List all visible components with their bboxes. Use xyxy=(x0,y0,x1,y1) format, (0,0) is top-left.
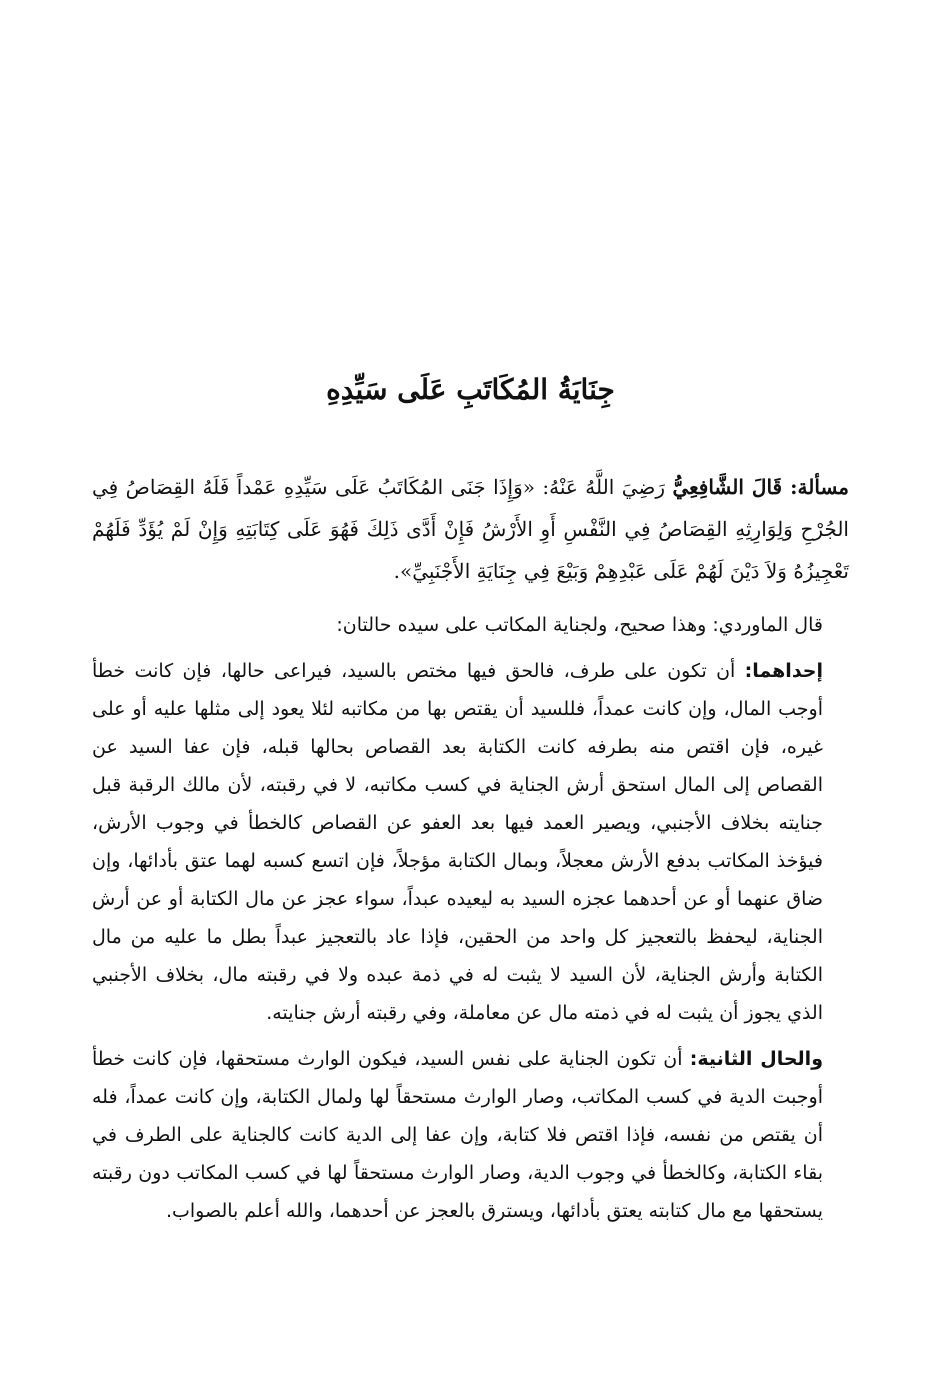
second-case-paragraph xyxy=(92,1040,849,1230)
chapter-title: جِنَايَةُ المُكَاتَبِ عَلَى سَيِّدِهِ xyxy=(326,373,615,406)
masala-honorific: رَضِيَ اللَّهُ عَنْهُ: xyxy=(535,475,673,499)
first-case-lead: إحداهما: xyxy=(744,660,823,682)
text-body xyxy=(92,466,849,1238)
second-case-text: أن تكون الجناية على نفس السيد، فيكون الوارث مستحقها، فإن كانت خطأ أوجبت الدية في كسب المكاتب، وصار الوارث مستحقاً لها ولمال الكتابة، وإن كانت عمداً، فله أن يقتص من نفسه، فإذا اقتص فلا كتابة، وإن عفا إلى الدية كانت كالجناية على الطرف في بقاء الكتابة، وكالخطأ في وجوب الدية، وصار الوارث مستحقاً لها في كسب المكاتب دون رقبته يستحقها مع مال كتابته يعتق بأدائها، ويسترق بالعجز عن أحدهما، والله أعلم بالصواب. xyxy=(92,1048,823,1222)
shafii-quote: «وَإِذَا جَنَى المُكَاتَبُ عَلَى سَيِّدِهِ عَمْداً فَلَهُ القِصَاصُ فِي الجُرْحِ وَلِوَارِثِهِ القِصَاصُ فِي النَّفْسِ أَوِ الأَرْشُ فَإِنْ أَدَّى ذَلِكَ فَهُوَ عَلَى كِتَابَتِهِ وَإِنْ لَمْ يُؤَدِّ فَلَهُمْ تَعْجِيزُهُ وَلاَ دَيْنَ لَهُمْ عَلَى عَبْدِهِمْ وَبَيْعَ فِي جِنَايَةِ الأَجْنَبِيِّ». xyxy=(92,475,849,583)
masala-paragraph xyxy=(92,466,849,592)
second-case-lead: والحال الثانية: xyxy=(689,1048,824,1070)
book-page xyxy=(92,0,849,1378)
first-case-text: أن تكون على طرف، فالحق فيها مختص بالسيد، فيراعى حالها، فإن كانت خطأ أوجب المال، وإن كانت عمداً، فللسيد أن يقتص بها من مكاتبه لئلا يعود إلى مثلها عليه أو على غيره، فإن اقتص منه بطرفه كانت الكتابة بعد القصاص بحالها قبله، فإن عفا السيد عن القصاص إلى المال استحق أرش الجناية في كسب مكاتبه، لا في رقبته، لأن مالك الرقبة قبل جنايته بخلاف الأجنبي، ويصير العمد فيها بعد العفو عن القصاص كالخطأ في وجوب الأرش، فيؤخذ المكاتب بدفع الأرش معجلاً، وبمال الكتابة مؤجلاً، فإن اتسع كسبه لهما عتق بأدائها، وإن ضاق عنهما أو عن أحدهما عجزه السيد به ليعيده عبداً، سواء عجز عن مال الكتابة أو عن أرش الجناية، ليحفظ بالتعجيز كل واحد من الحقين، فإذا عاد بالتعجيز عبداً بطل ما عليه من مال الكتابة وأرش الجناية، لأن السيد لا يثبت له في ذمة عبده ولا في رقبته مال، بخلاف الأجنبي الذي يجوز أن يثبت له في ذمته مال عن معاملة، وفي رقبته أرش جنايته. xyxy=(92,660,823,1024)
mawardi-paragraph: قال الماوردي: وهذا صحيح، ولجناية المكاتب على سيده حالتان: xyxy=(336,614,823,636)
masala-lead: مسألة: قَالَ الشَّافِعِيُّ xyxy=(672,475,849,499)
first-case-paragraph xyxy=(92,652,849,1032)
